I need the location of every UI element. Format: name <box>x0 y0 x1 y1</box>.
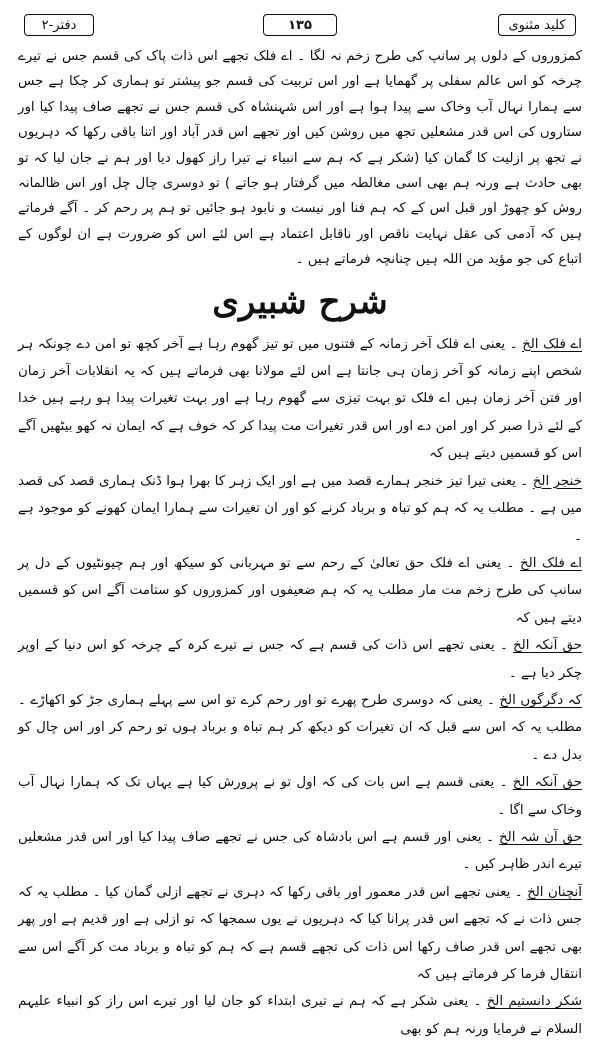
lemma: اے فلک الخ <box>520 555 582 571</box>
book-title-label: کلید مثنوی <box>498 14 576 36</box>
commentary-entry <box>18 468 582 550</box>
section-title-wrap <box>18 273 582 331</box>
commentary-entry <box>18 879 582 989</box>
page-header <box>18 10 582 44</box>
lemma: خنجر الخ <box>532 473 582 489</box>
commentary-entry <box>18 632 582 687</box>
entry-text: ۔ یعنی تجھے اس ذات کی قسم ہے کہ جس نے تیرے کرہ کے چرخہ کو اس دنیا کے اوپر چکر دیا ہے ۔ <box>18 638 582 681</box>
entry-text: ۔ یعنی کہ دوسری طرح پھرے تو اور رحم کرے تو اس سے پہلے ہماری جڑ کو اکھاڑے ۔ مطلب یہ کہ اس سے قبل کہ ان تغیرات کو دیکھ کر ہم تباہ و برباد ہوں تو رحم کر اور اس چال کو بدل دے ۔ <box>18 692 582 763</box>
lemma: حق آنکہ الخ <box>512 775 583 791</box>
entry-text: ۔ یعنی تیرا تیز خنجر ہمارے قصد میں ہے اور ایک زہر کا بھرا ہوا ڈنک ہماری قصد کی قصد میں ہے ۔ مطلب یہ کہ ہم کو تباہ و برباد کرنے کو اور ان تغیرات سے ہمارا ایمان کھونے کو موجود ہے ۔ <box>18 473 582 544</box>
commentary-entry <box>18 550 582 632</box>
entry-text: ۔ یعنی اے فلک حق تعالیٰ کے رحم سے تو مہربانی کو سیکھ اور ہم چیونٹیوں کے دل پر سانپ کی طرح زخم مت مار مطلب یہ کہ ہم ضعیفوں اور کمزوروں کو ستامت آگے اس کو قسمیں دیتے ہیں کہ <box>18 555 582 626</box>
section-title: شرح شبیری <box>212 281 388 322</box>
volume-label: دفتر-۲ <box>24 14 94 36</box>
lemma: شکر دانستیم الخ <box>486 994 582 1010</box>
entry-text: ۔ یعنی شکر ہے کہ ہم نے تیری ابتداء کو جان لیا اور تیرے اس راز کو انبیاء علیہم السلام نے فرمایا ورنہ ہم کو بھی <box>18 994 582 1037</box>
commentary-entry <box>18 988 582 1043</box>
commentary-entry <box>18 331 582 468</box>
lemma: حق آنکہ الخ <box>513 638 583 654</box>
commentary-section <box>18 331 582 1043</box>
lemma: کہ دگرگوں الخ <box>499 692 582 708</box>
entry-text: ۔ یعنی تجھے اس قدر معمور اور باقی رکھا کہ دہری نے تجھے ازلی گمان کیا ۔ مطلب یہ کہ جس ذات نے کہ تجھے اس قدر پرانا کیا کہ دہریوں نے یوں سمجھا کہ تو ازلی ہے اور قدیم ہے اور پھر بھی تجھے اس قدر صاف رکھا اس ذات کی تجھے قسم ہے کہ ہم کو تباہ و برباد مت کر آگے اس سے انتقال فرما کر فرماتے ہیں کہ <box>18 884 582 982</box>
entry-text: ۔ یعنی اے فلک آخر زمانہ کے فتنوں میں تو تیز گھوم رہا ہے آخر کچھ تو امن دے چونکہ ہر شخص اپنے زمانہ کو آخر زمان ہی جانتا ہے اس لئے مولانا بھی فرماتے ہیں کہ یہ انقلابات آخر زمان اور فتن آخر زمان ہیں اے فلک تو بہت تیزی سے گھوم رہا ہے اور بہت تغیرات پیدا ہو رہے ہیں خدا کے لئے ذرا صبر کر اور امن دے اور اس قدر تغیرات مت پیدا کر کہ خوف ہے کہ ایمان نہ کھو بیٹھیں آگے اس کو قسمیں دیتے ہیں کہ <box>18 336 582 462</box>
commentary-entry <box>18 824 582 879</box>
intro-text <box>18 44 582 273</box>
entry-text: ۔ یعنی قسم ہے اس بات کی کہ اول تو نے پرورش کیا ہے یہاں تک کہ ہمارا نہال آب وخاک سے اگا ۔ <box>18 775 582 818</box>
lemma: حق آن شہ الخ <box>498 829 582 845</box>
entry-text: ۔ یعنی اور قسم ہے اس بادشاہ کی جس نے تجھے صاف پیدا کیا اور اس قدر مشعلیں تیرے اندر ظاہر کیں ۔ <box>18 829 582 873</box>
commentary-entry <box>18 687 582 769</box>
intro-paragraph: کمزوروں کے دلوں پر سانپ کی طرح زخم نہ لگا ۔ اے فلک تجھے اس ذات پاک کی قسم جس نے تیرے چرخہ کو اس عالم سفلی پر گھمایا ہے اور اس تربیت کی قسم جو پیشتر تو ہماری کر چکا ہے جس سے ہمارا نہال آب وخاک سے پیدا ہوا ہے اور اس شہنشاہ کی قسم جس نے تجھے صاف پیدا کیا اور ستاروں کی اس قدر مشعلیں تجھ میں روشن کیں اور تجھے اس قدر آباد اور اتنا باقی رکھا کہ دہریوں نے تجھ پر ازلیت کا گمان کیا (شکر ہے کہ ہم سے انبیاء نے تیرا راز کھول دیا اور ہم نے جان لیا کہ تو بھی حادث ہے ورنہ ہم بھی اسی مغالطہ میں گرفتار ہو جاتے ) تو دوسری چال چل اور اس ظالمانہ روش کو چھوڑ اور قبل اس کے کہ ہم فنا اور نیست و نابود ہو جائیں تو ہم پر رحم کر ۔ آگے فرماتے ہیں کہ آدمی کی عقل نہایت ناقص اور ناقابل اعتماد ہے اس لئے اس کو ضرورت ہے ان لوگوں کے اتباع کی جو مؤید من اللہ ہیں چنانچہ فرماتے ہیں ۔ <box>18 49 582 268</box>
page-number: ۱۳۵ <box>263 14 337 36</box>
commentary-entry <box>18 769 582 824</box>
lemma: آنچنان الخ <box>527 884 582 900</box>
lemma: اے فلک الخ <box>522 336 582 352</box>
